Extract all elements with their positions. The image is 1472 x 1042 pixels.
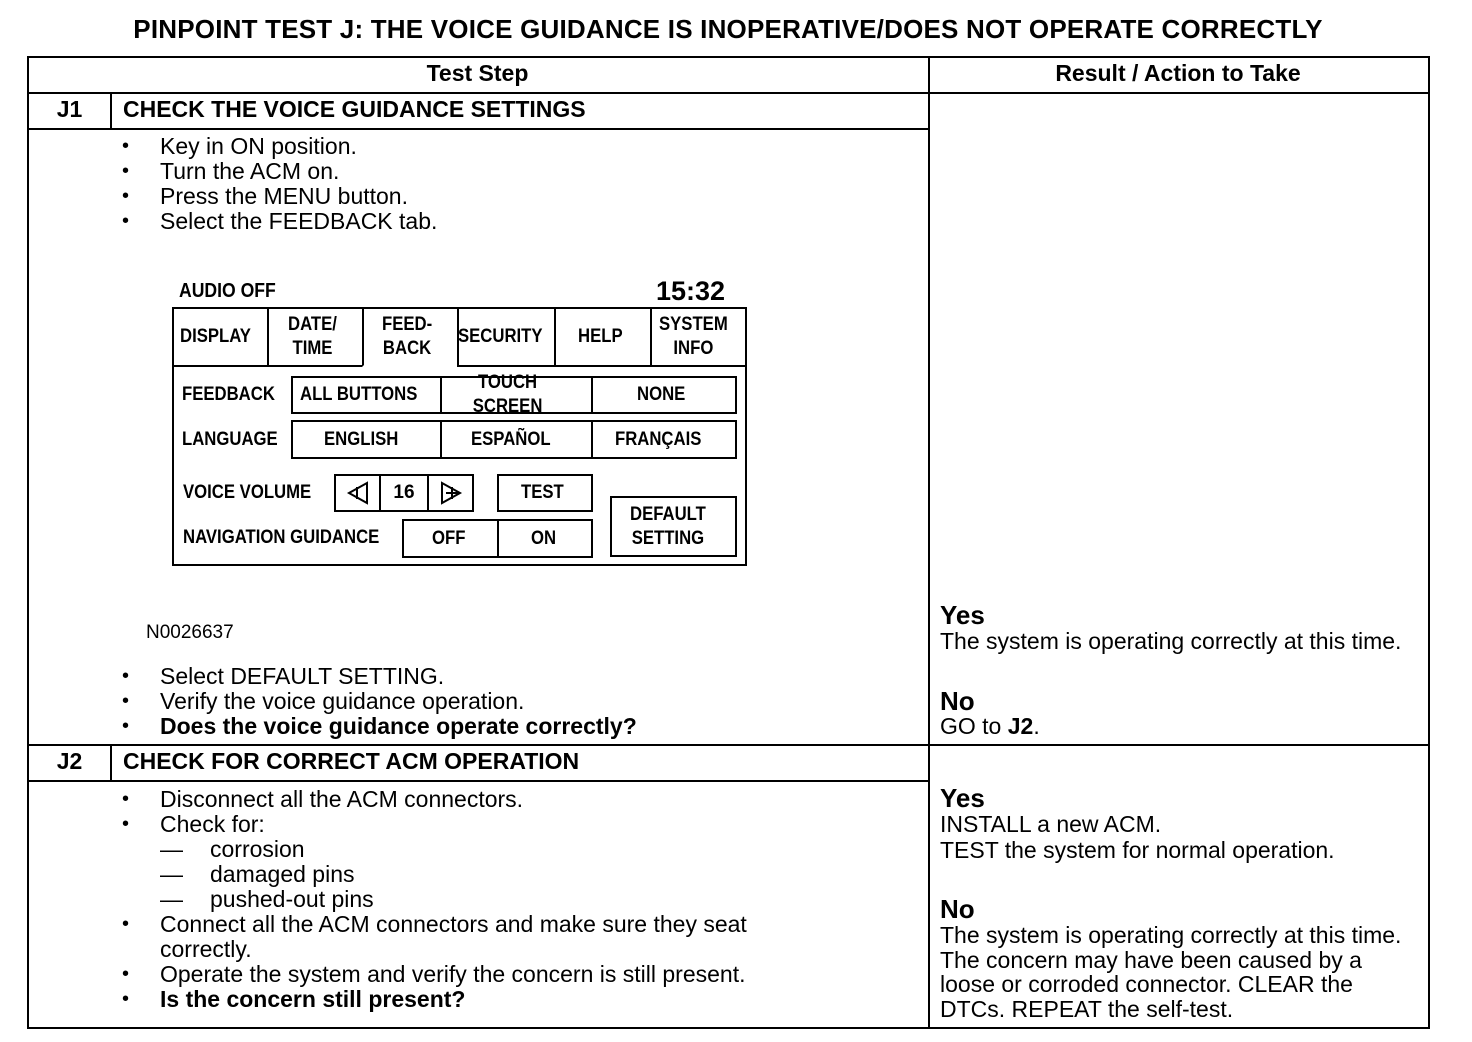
dash: — (160, 886, 183, 912)
bullet: • (122, 913, 130, 935)
bullet: • (122, 160, 130, 182)
step-text: Turn the ACM on. (160, 158, 340, 184)
step-id-j2: J2 (56, 748, 83, 774)
step-text: Select DEFAULT SETTING. (160, 663, 445, 689)
subitem-text: pushed-out pins (210, 886, 374, 912)
language-francais: FRANÇAIS (591, 420, 737, 459)
j2-no-label: No (940, 894, 975, 924)
step-question: Does the voice guidance operate correctly? (160, 713, 637, 739)
step-heading-j1: CHECK THE VOICE GUIDANCE SETTINGS (123, 96, 586, 122)
bullet: • (122, 690, 130, 712)
volume-down-button (334, 474, 381, 512)
figure-id: N0026637 (146, 622, 234, 643)
language-espanol: ESPAÑOL (440, 420, 593, 459)
active-tab-gap (364, 364, 457, 368)
dash: — (160, 861, 183, 887)
step-heading-j2: CHECK FOR CORRECT ACM OPERATION (123, 748, 580, 774)
subitem-text: damaged pins (210, 861, 355, 887)
volume-up-arrow-icon (438, 481, 464, 505)
nav-guidance-off: OFF (402, 519, 499, 558)
header-test-step: Test Step (426, 60, 529, 86)
clock: 15:32 (656, 276, 726, 306)
step-text: Key in ON position. (160, 133, 357, 159)
j2-yes-line1: INSTALL a new ACM. (940, 811, 1162, 837)
nav-guidance-label: NAVIGATION GUIDANCE (183, 527, 380, 548)
language-english: ENGLISH (291, 420, 442, 459)
tab-system-info: SYSTEM INFO (650, 307, 747, 367)
subitem-text: corrosion (210, 836, 305, 862)
feedback-label: FEEDBACK (182, 384, 275, 405)
volume-down-arrow-icon (345, 481, 371, 505)
default-setting-button: DEFAULT SETTING (610, 496, 737, 557)
j1-yes-label: Yes (940, 600, 985, 630)
step-text: Connect all the ACM connectors and make sure they seat (160, 911, 747, 937)
bullet: • (122, 210, 130, 232)
j1-no-suffix: . (1033, 713, 1040, 739)
tab-date-time: DATE/ TIME (267, 307, 364, 367)
bullet: • (122, 135, 130, 157)
bullet: • (122, 788, 130, 810)
voice-volume-label: VOICE VOLUME (183, 482, 312, 503)
step-text: Verify the voice guidance operation. (160, 688, 525, 714)
volume-value: 16 (379, 474, 429, 512)
step-text-cont: correctly. (160, 936, 252, 962)
j2-no-text: The system is operating correctly at this time. The concern may have been caused by a loose or corroded connector. CLEAR the DTCs. REPEAT the self-test. (940, 922, 1402, 1022)
tab-feedback: FEED- BACK (362, 307, 459, 367)
test-button: TEST (497, 474, 593, 512)
bullet: • (122, 665, 130, 687)
j1-yes-text: The system is operating correctly at this time. (940, 628, 1402, 654)
nav-guidance-on: ON (497, 519, 593, 558)
volume-up-button (427, 474, 474, 512)
tab-help: HELP (554, 307, 652, 367)
j1-no-link: J2 (1007, 713, 1034, 739)
step-id-j1: J1 (56, 96, 83, 122)
bullet: • (122, 185, 130, 207)
step-text: Check for: (160, 811, 265, 837)
feedback-all-buttons: ALL BUTTONS (291, 376, 442, 414)
tab-display: DISPLAY (172, 307, 269, 367)
j1-no-label: No (940, 686, 975, 716)
j1-no-prefix: GO to (940, 713, 1008, 739)
feedback-none: NONE (591, 376, 737, 414)
step-text: Disconnect all the ACM connectors. (160, 786, 524, 812)
audio-status: AUDIO OFF (179, 280, 276, 302)
language-label: LANGUAGE (182, 429, 278, 450)
step-text: Select the FEEDBACK tab. (160, 208, 438, 234)
feedback-touch-screen: TOUCH SCREEN (440, 376, 593, 414)
bullet: • (122, 963, 130, 985)
j2-yes-label: Yes (940, 783, 985, 813)
bullet: • (122, 813, 130, 835)
j1-no-text (940, 714, 1040, 739)
j2-yes-line2: TEST the system for normal operation. (940, 837, 1335, 863)
tab-security: SECURITY (457, 307, 556, 367)
header-result: Result / Action to Take (1055, 60, 1301, 86)
page-title: PINPOINT TEST J: THE VOICE GUIDANCE IS INOPERATIVE/DOES NOT OPERATE CORRECTLY (133, 14, 1323, 44)
bullet: • (122, 988, 130, 1010)
dash: — (160, 836, 183, 862)
bullet: • (122, 715, 130, 737)
step-text: Operate the system and verify the concern is still present. (160, 961, 746, 987)
step-question: Is the concern still present? (160, 986, 466, 1012)
step-text: Press the MENU button. (160, 183, 408, 209)
